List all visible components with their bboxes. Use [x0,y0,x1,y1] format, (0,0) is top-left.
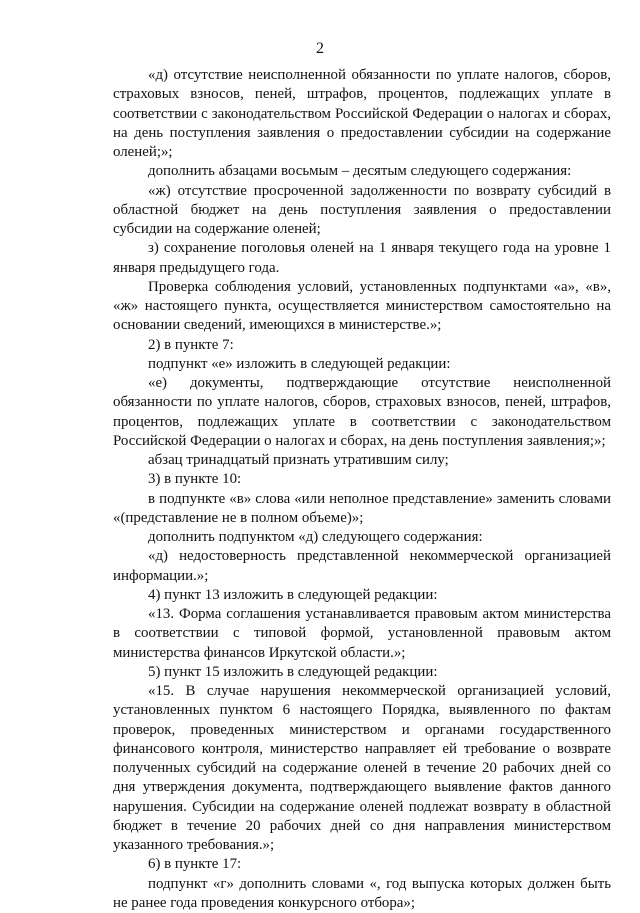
paragraph-subitem-zh: «ж) отсутствие просроченной задолженности по возврату субсидий в областной бюджет на день поступления заявления о предоставлении субсидии на содержание оленей; [113,182,611,240]
paragraph-point-13: «13. Форма соглашения устанавливается правовым актом министерства в соответствии с типовой формой, установленной правовым актом министерства финансов Иркутской области.»; [113,605,611,663]
paragraph-subitem-d: «д) отсутствие неисполненной обязанности по уплате налогов, сборов, страховых взносов, пеней, штрафов, процентов, подлежащих уплате в соответствии с законодательством Российской Федерации о налогах и сборах, на день поступления заявления о предоставлении субсидии на содержание оленей;»; [113,66,611,162]
paragraph-item-2: 2) в пункте 7: [113,336,611,355]
paragraph-add-subitem-d: дополнить подпунктом «д) следующего содержания: [113,528,611,547]
page-number: 2 [0,40,640,58]
paragraph-subitem-z: з) сохранение поголовья оленей на 1 января текущего года на уровне 1 января предыдущего года. [113,239,611,278]
paragraph-verification: Проверка соблюдения условий, установленных подпунктами «а», «в», «ж» настоящего пункта, осуществляется министерством самостоятельно на основании сведений, имеющихся в министерстве.»; [113,278,611,336]
paragraph-item-4: 4) пункт 13 изложить в следующей редакции: [113,586,611,605]
paragraph-point-15: «15. В случае нарушения некоммерческой организацией условий, установленных пунктом 6 настоящего Порядка, выявленного по фактам проверок, проведенных министерством и органами государственного финансового контроля, министерство направляет ей требование о возврате полученных субсидий на содержание оленей в течение 20 рабочих дней со дня утверждения документа, подтверждающего выявление фактов данного нарушения. Субсидии на содержание оленей подлежат возврату в областной бюджет в течение 20 рабочих дней со дня направления министерством указанного требования.»; [113,682,611,855]
paragraph-item-6: 6) в пункте 17: [113,855,611,874]
paragraph-subitem-e: «е) документы, подтверждающие отсутствие неисполненной обязанности по уплате налогов, сборов, страховых взносов, пеней, штрафов, процентов, подлежащих уплате в соответствии с законодательством Российской Федерации о налогах и сборах, на день поступления заявления;»; [113,374,611,451]
document-body [113,66,611,913]
paragraph-subitem-v: в подпункте «в» слова «или неполное представление» заменить словами «(представление не в полном объеме)»; [113,490,611,529]
paragraph-item-3: 3) в пункте 10: [113,470,611,489]
paragraph-subitem-g: подпункт «г» дополнить словами «, год выпуска которых должен быть не ранее года проведения конкурсного отбора»; [113,875,611,913]
paragraph-subitem-d-new: «д) недостоверность представленной некоммерческой организацией информации.»; [113,547,611,586]
paragraph-subitem-e-intro: подпункт «е» изложить в следующей редакции: [113,355,611,374]
paragraph-item-5: 5) пункт 15 изложить в следующей редакции: [113,663,611,682]
paragraph-abzats-13: абзац тринадцатый признать утратившим силу; [113,451,611,470]
paragraph-add-paragraphs: дополнить абзацами восьмым – десятым следующего содержания: [113,162,611,181]
